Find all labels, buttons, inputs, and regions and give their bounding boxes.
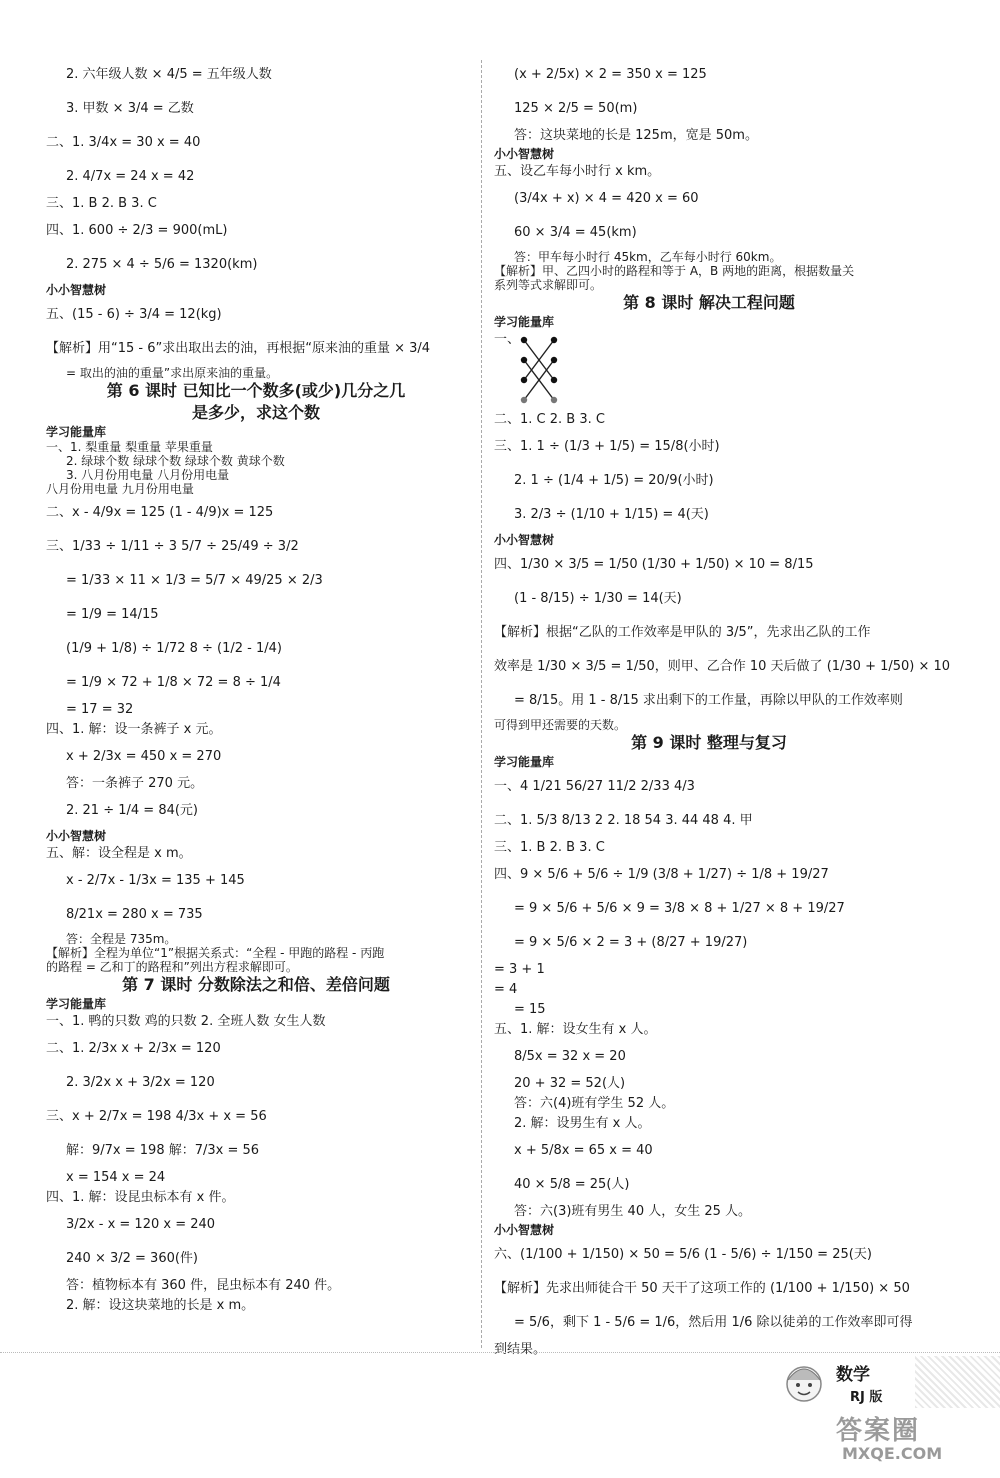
answer-line: 【解析】全程为单位“1”根据关系式：“全程 - 甲跑的路程 - 丙跑	[46, 946, 385, 960]
matching-answer	[494, 330, 924, 410]
section-tag: 小小智慧树	[494, 1223, 555, 1237]
answer-line: 四、1. 解：设一条裤子 x 元。	[46, 722, 222, 737]
answer-line: = 1/9 = 14/15	[66, 607, 159, 622]
lesson-heading: 第 9 课时 整理与复习	[631, 733, 787, 752]
column-divider	[481, 60, 482, 1348]
matching-lines-diagram	[514, 332, 574, 408]
answer-line: 2. 绿球个数 绿球个数 绿球个数 黄球个数	[66, 454, 285, 468]
answer-line: = 5/6，剩下 1 - 5/6 = 1/6，然后用 1/6 除以徒弟的工作效率即可得	[514, 1315, 913, 1330]
answer-line: 答：六(4)班有学生 52 人。	[514, 1096, 675, 1111]
answer-line: 【解析】先求出师徒合干 50 天干了这项工作的 (1/100 + 1/150) × 50	[494, 1281, 910, 1296]
answer-line: 【解析】甲、乙四小时的路程和等于 A，B 两地的距离，根据数量关	[494, 264, 855, 278]
answer-line: = 9 × 5/6 × 2 = 3 + (8/27 + 19/27)	[514, 935, 748, 950]
answer-line: 答：一条裤子 270 元。	[66, 776, 204, 791]
answer-line: 四、1. 解：设昆虫标本有 x 件。	[46, 1190, 235, 1205]
footer-rule	[0, 1352, 1000, 1354]
answer-line: 二、1. 2/3x x + 2/3x = 120	[46, 1041, 221, 1056]
answer-line: = 取出的油的重量”求出原来油的重量。	[66, 366, 279, 380]
answer-line: 8/21x = 280 x = 735	[66, 907, 203, 922]
answer-line: 六、(1/100 + 1/150) × 50 = 5/6 (1 - 5/6) ÷ 1/150 = 25(天)	[494, 1247, 872, 1262]
answer-line: 三、1. 1 ÷ (1/3 + 1/5) = 15/8(小时)	[494, 439, 720, 454]
answer-line: 一、1. 梨重量 梨重量 苹果重量	[46, 440, 213, 454]
answer-line: 【解析】用“15 - 6”求出取出去的油，再根据“原来油的重量 × 3/4	[46, 341, 431, 356]
answer-line: 2. 4/7x = 24 x = 42	[66, 169, 195, 184]
answer-line: x + 2/3x = 450 x = 270	[66, 749, 222, 764]
answer-line: 解：9/7x = 198 解：7/3x = 56	[66, 1143, 260, 1158]
edition-label: RJ 版	[850, 1390, 883, 1405]
answer-line: 2. 21 ÷ 1/4 = 84(元)	[66, 803, 198, 818]
answer-line: 答：六(3)班有男生 40 人，女生 25 人。	[514, 1204, 752, 1219]
lesson-heading: 第 7 课时 分数除法之和倍、差倍问题	[122, 975, 390, 994]
answer-line: 60 × 3/4 = 45(km)	[514, 225, 637, 240]
answer-line: 可得到甲还需要的天数。	[494, 718, 627, 732]
answer-line: (x + 2/5x) × 2 = 350 x = 125	[514, 67, 707, 82]
answer-line: 二、1. 3/4x = 30 x = 40	[46, 135, 201, 150]
matching-label: 一、	[494, 332, 521, 347]
answer-line: = 4	[494, 982, 518, 997]
answer-line: 二、1. C 2. B 3. C	[494, 412, 605, 427]
answer-line: 二、1. 5/3 8/13 2 2. 18 54 3. 44 48 4. 甲	[494, 813, 753, 828]
answer-line: 三、1. B 2. B 3. C	[494, 840, 605, 855]
section-tag: 小小智慧树	[494, 533, 555, 547]
answer-line: = 1/9 × 72 + 1/8 × 72 = 8 ÷ 1/4	[66, 675, 281, 690]
answer-line: 2. 六年级人数 × 4/5 = 五年级人数	[66, 67, 272, 82]
answer-line: 【解析】根据“乙队的工作效率是甲队的 3/5”，先求出乙队的工作	[494, 625, 871, 640]
answer-line: 答：植物标本有 360 件，昆虫标本有 240 件。	[66, 1278, 341, 1293]
left-column	[46, 58, 466, 1316]
section-tag: 学习能量库	[46, 997, 107, 1011]
answer-line: 五、1. 解：设女生有 x 人。	[494, 1022, 657, 1037]
answer-line: 答：全程是 735m。	[66, 932, 177, 946]
answer-line: (1/9 + 1/8) ÷ 1/72 8 ÷ (1/2 - 1/4)	[66, 641, 282, 656]
answer-line: 八月份用电量 九月份用电量	[46, 482, 194, 496]
answer-line: 240 × 3/2 = 360(件)	[66, 1251, 199, 1266]
answer-line: 3. 八月份用电量 八月份用电量	[66, 468, 230, 482]
answer-line: 3. 甲数 × 3/4 = 乙数	[66, 101, 194, 116]
answer-line: 2. 275 × 4 ÷ 5/6 = 1320(km)	[66, 257, 258, 272]
answer-line: 的路程 = 乙和丁的路程和”列出方程求解即可。	[46, 960, 298, 974]
answer-line: = 17 = 32	[66, 702, 134, 717]
answer-line: 四、9 × 5/6 + 5/6 ÷ 1/9 (3/8 + 1/27) ÷ 1/8 + 19/27	[494, 867, 829, 882]
answer-line: 2. 1 ÷ (1/4 + 1/5) = 20/9(小时)	[514, 473, 714, 488]
answer-line: (3/4x + x) × 4 = 420 x = 60	[514, 191, 699, 206]
answer-line: 2. 解：设这块菜地的长是 x m。	[66, 1298, 255, 1313]
answer-line: 五、设乙车每小时行 x km。	[494, 164, 661, 179]
answer-line: 四、1. 600 ÷ 2/3 = 900(mL)	[46, 223, 228, 238]
right-column	[494, 58, 951, 1360]
answer-line: 三、1. B 2. B 3. C	[46, 196, 157, 211]
section-tag: 小小智慧树	[46, 829, 107, 843]
answer-line: = 3 + 1	[494, 962, 545, 977]
answer-line: = 9 × 5/6 + 5/6 × 9 = 3/8 × 8 + 1/27 × 8 + 19/27	[514, 901, 845, 916]
answer-line: 答：这块菜地的长是 125m，宽是 50m。	[514, 128, 758, 143]
answer-line: 2. 解：设男生有 x 人。	[514, 1116, 651, 1131]
answer-line: 40 × 5/8 = 25(人)	[514, 1177, 630, 1192]
answer-line: 五、(15 - 6) ÷ 3/4 = 12(kg)	[46, 307, 222, 322]
answer-line: (1 - 8/15) ÷ 1/30 = 14(天)	[514, 591, 682, 606]
answer-line: = 1/33 × 11 × 1/3 = 5/7 × 49/25 × 2/3	[66, 573, 323, 588]
answer-line: 125 × 2/5 = 50(m)	[514, 101, 638, 116]
section-tag: 小小智慧树	[46, 283, 107, 297]
section-tag: 学习能量库	[46, 425, 107, 439]
mascot-face-icon	[780, 1358, 828, 1406]
answer-line: 系列等式求解即可。	[494, 278, 603, 292]
answer-line: 三、x + 2/7x = 198 4/3x + x = 56	[46, 1109, 267, 1124]
subject-label: 数学	[836, 1365, 870, 1385]
answer-line: 一、4 1/21 56/27 11/2 2/33 4/3	[494, 779, 695, 794]
lesson-heading: 第 8 课时 解决工程问题	[623, 293, 795, 312]
lesson-heading: 第 6 课时 已知比一个数多(或少)几分之几	[106, 381, 406, 400]
answer-line: 3/2x - x = 120 x = 240	[66, 1217, 216, 1232]
answer-line: 答：甲车每小时行 45km，乙车每小时行 60km。	[514, 250, 782, 264]
answer-line: 3. 2/3 ÷ (1/10 + 1/15) = 4(天)	[514, 507, 709, 522]
answer-line: 到结果。	[494, 1342, 547, 1357]
answer-line: 五、解：设全程是 x m。	[46, 846, 192, 861]
corner-pattern	[915, 1356, 1000, 1408]
answer-line: x = 154 x = 24	[66, 1170, 166, 1185]
answer-line: x + 5/8x = 65 x = 40	[514, 1143, 653, 1158]
answer-line: 四、1/30 × 3/5 = 1/50 (1/30 + 1/50) × 10 = 8/15	[494, 557, 814, 572]
section-tag: 学习能量库	[494, 755, 555, 769]
answer-line: 2. 3/2x x + 3/2x = 120	[66, 1075, 215, 1090]
answer-line: 二、x - 4/9x = 125 (1 - 4/9)x = 125	[46, 505, 274, 520]
lesson-heading: 是多少，求这个数	[191, 403, 320, 422]
answer-line: 20 + 32 = 52(人)	[514, 1076, 626, 1091]
answer-line: 一、1. 鸭的只数 鸡的只数 2. 全班人数 女生人数	[46, 1014, 326, 1029]
answer-line: 三、1/33 ÷ 1/11 ÷ 3 5/7 ÷ 25/49 ÷ 3/2	[46, 539, 299, 554]
answer-line: = 8/15。用 1 - 8/15 求出剩下的工作量，再除以甲队的工作效率则	[514, 693, 903, 708]
section-tag: 小小智慧树	[494, 147, 555, 161]
watermark-logo: 答案圈	[836, 1416, 921, 1446]
answer-line: = 15	[514, 1002, 546, 1017]
answer-line: 效率是 1/30 × 3/5 = 1/50，则甲、乙合作 10 天后做了 (1/30 + 1/50) × 10	[494, 659, 951, 674]
answer-line: 8/5x = 32 x = 20	[514, 1049, 626, 1064]
section-tag: 学习能量库	[494, 315, 555, 329]
answer-line: x - 2/7x - 1/3x = 135 + 145	[66, 873, 245, 888]
watermark-url: MXQE.COM	[842, 1444, 943, 1463]
